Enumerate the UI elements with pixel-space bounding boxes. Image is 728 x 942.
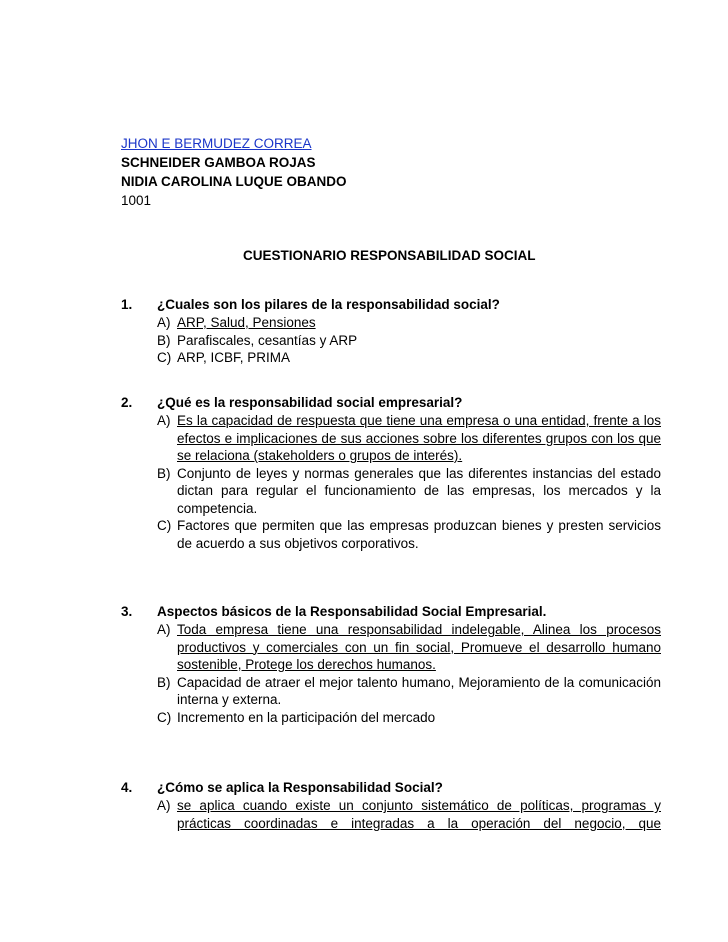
option-letter: B) xyxy=(157,332,171,348)
answer-option xyxy=(157,709,661,727)
author-link[interactable]: JHON E BERMUDEZ CORREA xyxy=(121,136,312,151)
question-number: 1. xyxy=(121,297,133,312)
option-text-selected: Toda empresa tiene una responsabilidad indelegable, Alinea los procesos productivos y comerciales con un fin social, Promueve el desarrollo humano sostenible, Protege los derechos humanos. xyxy=(177,622,661,672)
question-3 xyxy=(121,603,661,726)
group-number: 1001 xyxy=(121,193,152,208)
question-number: 4. xyxy=(121,780,133,795)
author-name: SCHNEIDER GAMBOA ROJAS xyxy=(121,155,316,170)
question-number: 3. xyxy=(121,604,133,619)
answer-option xyxy=(157,465,661,518)
option-text: Capacidad de atraer el mejor talento humano, Mejoramiento de la comunicación interna y externa. xyxy=(177,674,661,707)
option-text-selected: ARP, Salud, Pensiones xyxy=(177,315,316,330)
option-letter: A) xyxy=(157,315,171,330)
option-letter: C) xyxy=(157,709,172,725)
author-block xyxy=(121,134,347,210)
option-letter: B) xyxy=(157,674,171,690)
answer-option xyxy=(157,517,661,552)
question-heading xyxy=(121,394,661,412)
option-text: Factores que permiten que las empresas produzcan bienes y presten servicios de acuerdo a sus objetivos corporativos. xyxy=(177,518,661,551)
option-letter: A) xyxy=(157,798,171,813)
question-1 xyxy=(121,296,661,367)
question-text: ¿Cuales son los pilares de la responsabilidad social? xyxy=(157,297,500,312)
question-heading xyxy=(121,296,661,314)
document-title: CUESTIONARIO RESPONSABILIDAD SOCIAL xyxy=(243,248,536,263)
answer-option xyxy=(157,674,661,709)
option-text: Parafiscales, cesantías y ARP xyxy=(177,332,358,348)
question-heading xyxy=(121,779,661,797)
answer-option xyxy=(157,621,661,674)
answer-option xyxy=(157,332,661,350)
option-letter: A) xyxy=(157,622,171,637)
option-letter: A) xyxy=(157,413,171,428)
option-text: Incremento en la participación del mercado xyxy=(177,709,436,725)
option-letter: C) xyxy=(157,350,172,365)
answer-option xyxy=(157,797,661,832)
option-letter: B) xyxy=(157,465,171,481)
question-4 xyxy=(121,779,661,837)
answer-option xyxy=(157,412,661,465)
question-text: ¿Qué es la responsabilidad social empresarial? xyxy=(157,395,463,410)
question-text: ¿Cómo se aplica la Responsabilidad Social? xyxy=(157,780,443,795)
question-heading xyxy=(121,603,661,621)
question-number: 2. xyxy=(121,395,133,410)
option-text: ARP, ICBF, PRIMA xyxy=(177,350,291,365)
answer-option xyxy=(157,314,661,332)
option-text: Conjunto de leyes y normas generales que las diferentes instancias del estado dictan para regular el funcionamiento de las empresas, los mercados y la competencia. xyxy=(177,465,661,516)
author-name: NIDIA CAROLINA LUQUE OBANDO xyxy=(121,174,347,189)
question-2 xyxy=(121,394,661,552)
option-text-selected: se aplica cuando existe un conjunto sistemático de políticas, programas y prácticas coordinadas e integradas a la operación del negocio, que xyxy=(177,798,661,831)
option-letter: C) xyxy=(157,518,172,533)
question-text: Aspectos básicos de la Responsabilidad Social Empresarial. xyxy=(157,604,547,619)
answer-option xyxy=(157,349,661,367)
option-text-selected: Es la capacidad de respuesta que tiene una empresa o una entidad, frente a los efectos e implicaciones de sus acciones sobre los diferentes grupos con los que se relaciona (stakeholders o grupos de interés). xyxy=(177,413,661,463)
